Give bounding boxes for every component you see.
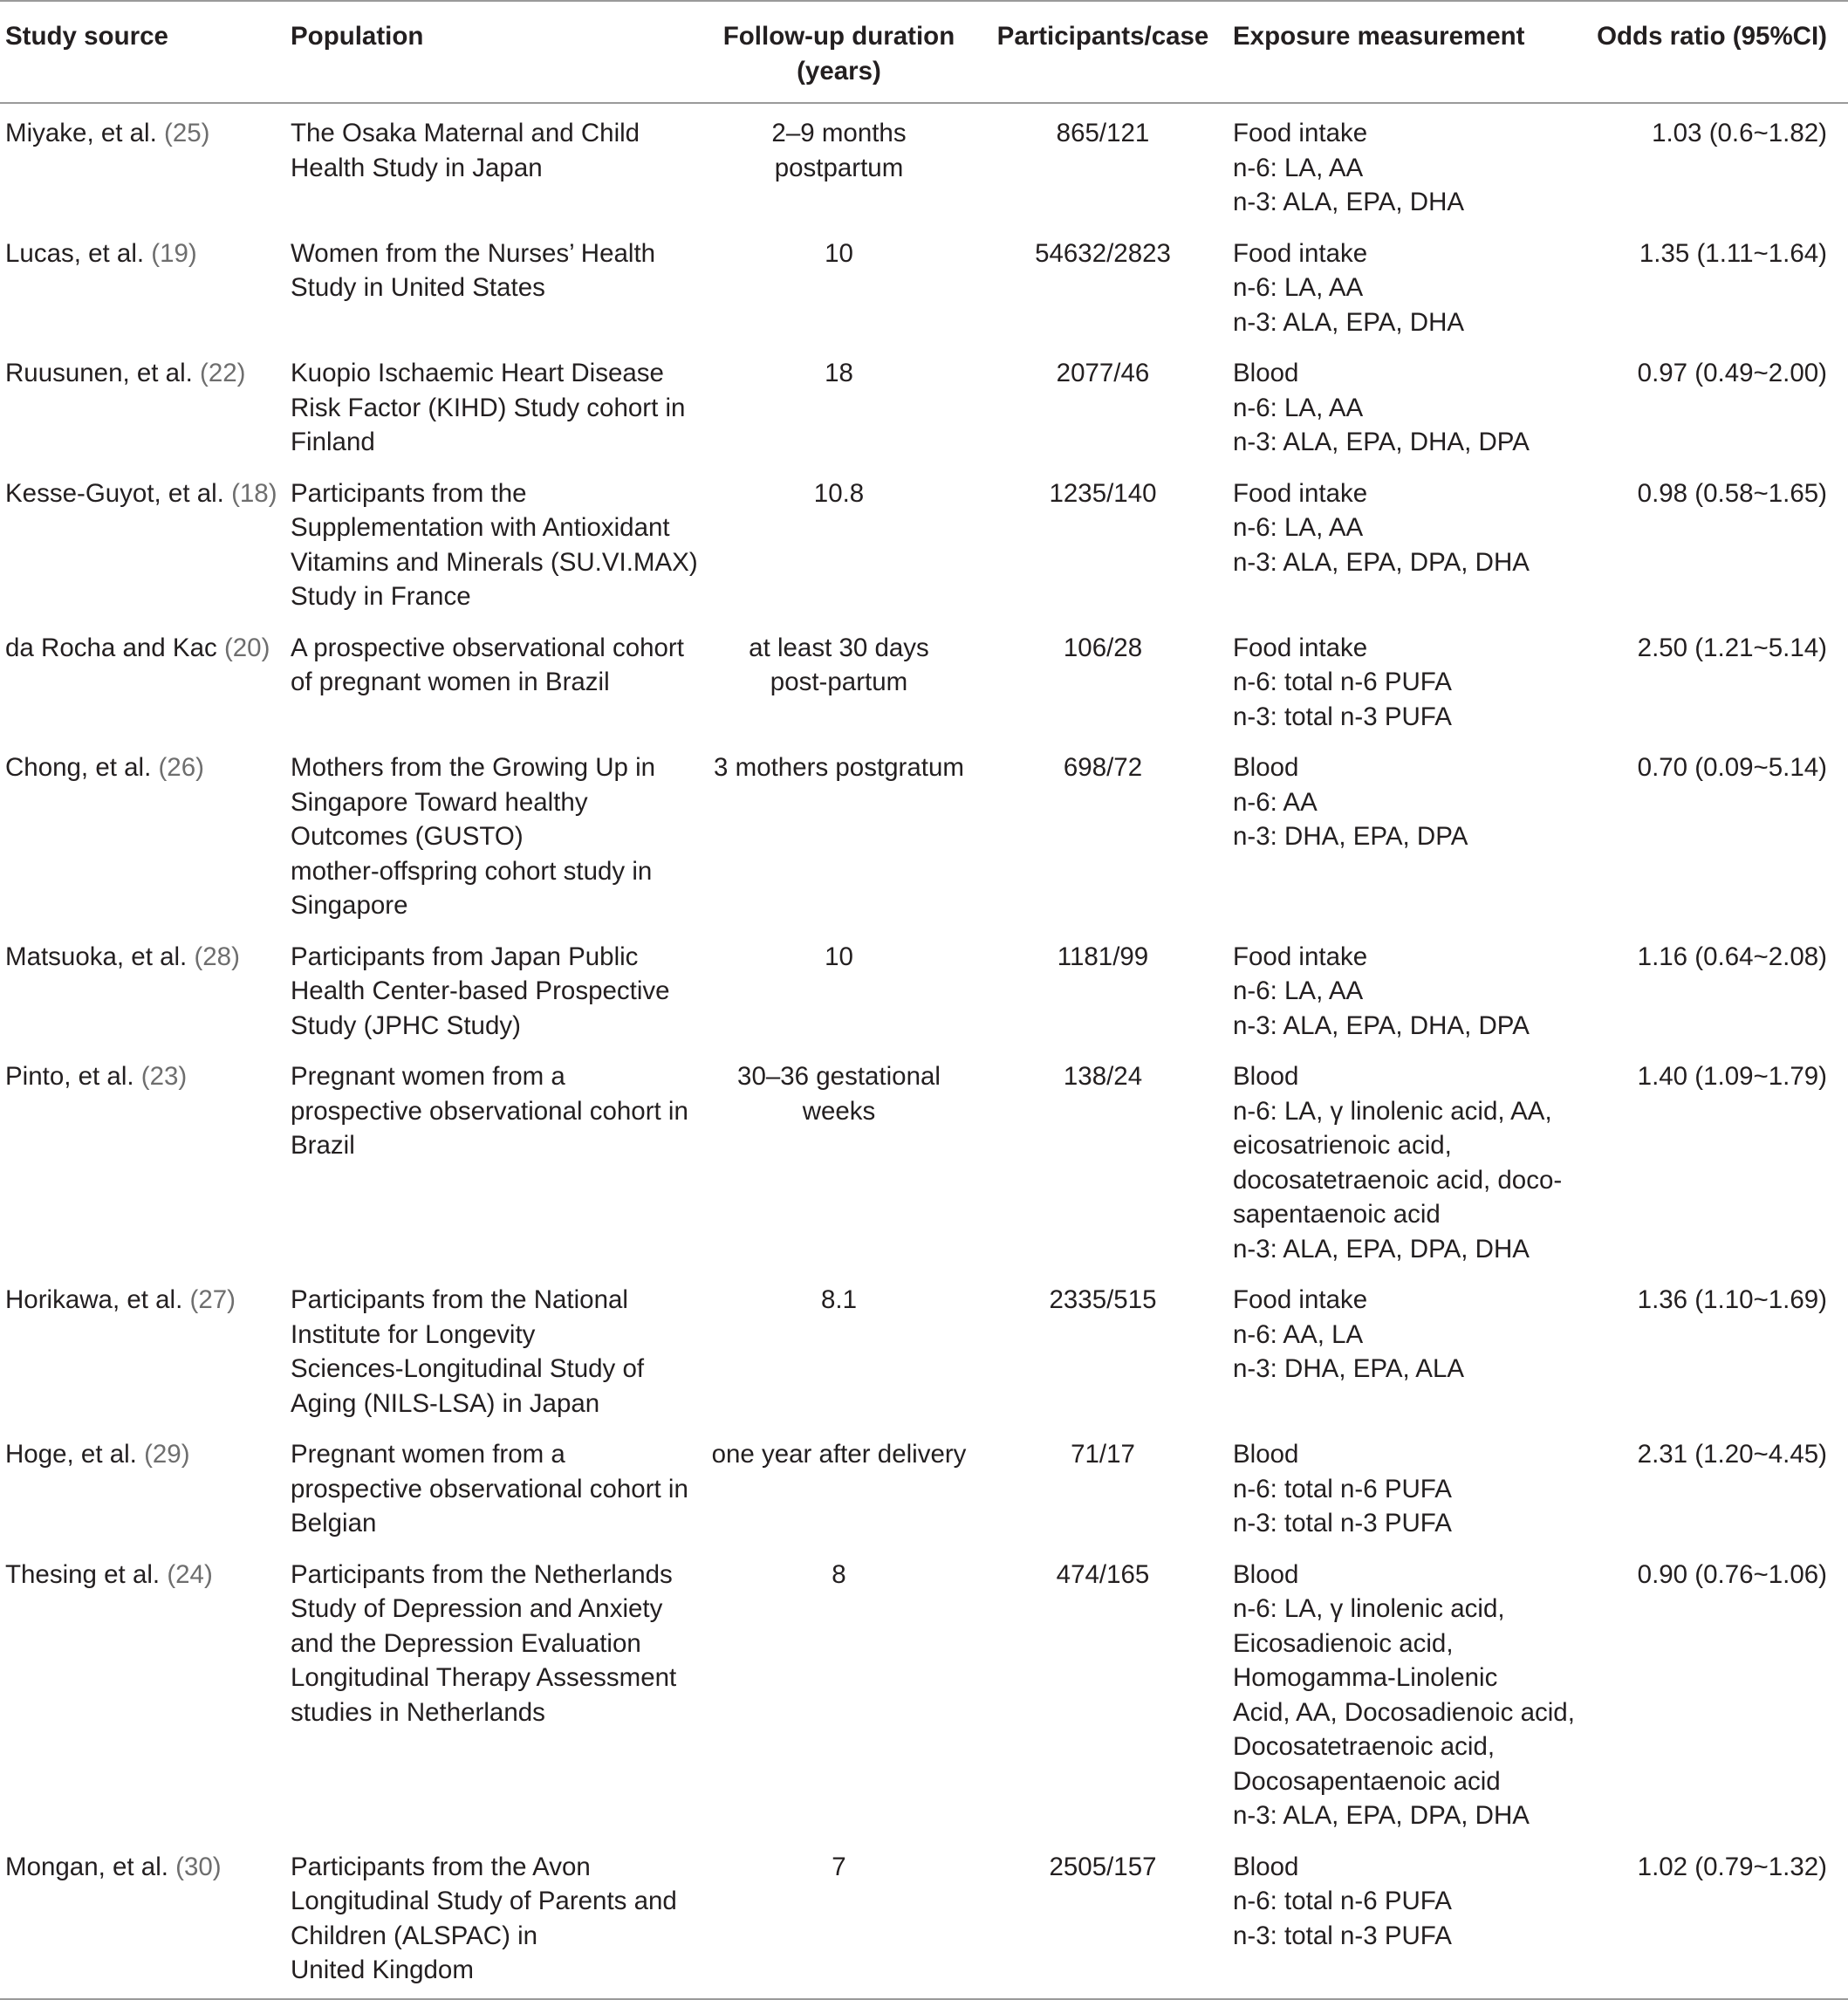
population-line: Sciences-Longitudinal Study of	[291, 1354, 645, 1383]
study-author: Chong, et al.	[5, 753, 152, 782]
cell-odds-ratio: 0.98 (0.58~1.65)	[1637, 478, 1827, 508]
table-row	[0, 1047, 1848, 1271]
cell-study-source	[0, 619, 291, 739]
follow-up-line: 2–9 months	[771, 119, 907, 147]
cell-population	[291, 103, 705, 224]
follow-up-line: 10.8	[813, 478, 865, 508]
cell-participants: 1235/140	[1049, 478, 1157, 508]
cell-participants: 2335/515	[1049, 1285, 1157, 1314]
population-line: Participants from the Avon	[291, 1852, 591, 1881]
exposure-line: Blood	[1233, 1852, 1299, 1881]
cell-exposure	[1233, 1838, 1570, 1999]
cell-odds-ratio: 1.02 (0.79~1.32)	[1570, 1838, 1848, 1999]
population-line: Women from the Nurses’ Health	[291, 238, 656, 268]
study-reference: (24)	[167, 1559, 213, 1589]
cell-odds-ratio: 2.31 (1.20~4.45)	[1637, 1440, 1827, 1469]
cell-odds-ratio: 1.16 (0.64~2.08)	[1637, 942, 1827, 971]
follow-up-line: 10	[825, 942, 853, 971]
cell-follow-up	[705, 224, 973, 345]
cell-population	[291, 1838, 705, 1999]
cell-participants: 71/17	[1071, 1440, 1135, 1469]
exposure-line: n-3: ALA, EPA, DHA, DPA	[1233, 1010, 1530, 1040]
cell-population	[291, 224, 705, 345]
population-line: Children (ALSPAC) in	[291, 1921, 538, 1950]
exposure-line: n-6: AA	[1233, 787, 1318, 817]
cell-odds-ratio: 1.40 (1.09~1.79)	[1637, 1062, 1827, 1091]
population-line: Study in France	[291, 582, 471, 611]
follow-up-line: 8.1	[820, 1285, 857, 1314]
exposure-line: Food intake	[1233, 238, 1368, 268]
exposure-line: Food intake	[1233, 119, 1368, 147]
study-author: Hoge, et al.	[5, 1440, 137, 1469]
population-line: Study in United States	[291, 273, 545, 302]
study-reference: (20)	[223, 633, 270, 662]
cell-odds-ratio: 0.97 (0.49~2.00)	[1637, 359, 1827, 387]
exposure-line: n-3: ALA, EPA, DPA, DHA	[1233, 1234, 1530, 1264]
cell-exposure	[1233, 1047, 1570, 1271]
study-author: Kesse-Guyot, et al.	[5, 478, 224, 508]
exposure-line: n-3: ALA, EPA, DPA, DHA	[1233, 547, 1530, 577]
header-follow-up	[705, 1, 973, 103]
cell-study-source	[0, 1545, 291, 1838]
cell-follow-up	[705, 464, 973, 619]
population-line: Outcomes (GUSTO)	[291, 822, 524, 851]
cell-participants: 2077/46	[1056, 359, 1150, 387]
exposure-line: Food intake	[1233, 478, 1368, 508]
population-line: Aging (NILS-LSA) in Japan	[291, 1388, 600, 1418]
exposure-line: n-6: LA, AA	[1233, 153, 1364, 182]
population-line: Participants from Japan Public	[291, 942, 639, 971]
cell-exposure	[1233, 1271, 1570, 1425]
cell-odds-ratio: 1.36 (1.10~1.69)	[1637, 1285, 1827, 1314]
exposure-line: Docosapentaenoic acid	[1233, 1766, 1501, 1796]
cell-odds-ratio: 1.35 (1.11~1.64)	[1639, 238, 1827, 268]
cell-follow-up	[705, 928, 973, 1048]
cell-exposure	[1233, 928, 1570, 1048]
exposure-line: n-3: ALA, EPA, DHA	[1233, 307, 1465, 337]
cell-follow-up	[705, 1838, 973, 1999]
exposure-line: n-6: AA, LA	[1233, 1319, 1364, 1349]
cell-study-source	[0, 1838, 291, 1999]
follow-up-line: 10	[825, 238, 853, 268]
exposure-line: Food intake	[1233, 942, 1368, 971]
exposure-line: Blood	[1233, 1440, 1299, 1469]
cell-follow-up	[705, 738, 973, 928]
exposure-line: Acid, AA, Docosadienoic acid,	[1233, 1697, 1575, 1727]
cell-study-source	[0, 1425, 291, 1545]
study-author: Lucas, et al.	[5, 238, 145, 268]
header-study-source: Study source	[0, 1, 291, 103]
follow-up-line: at least 30 days	[749, 633, 929, 662]
population-line: Finland	[291, 428, 375, 456]
study-author: da Rocha and Kac	[5, 633, 217, 662]
cell-odds-ratio: 0.90 (0.76~1.06)	[1637, 1559, 1827, 1589]
follow-up-line: 8	[832, 1559, 846, 1589]
study-reference: (27)	[189, 1285, 236, 1314]
population-line: Pregnant women from a	[291, 1062, 565, 1091]
header-row	[0, 1, 1848, 103]
exposure-line: n-3: total n-3 PUFA	[1233, 1509, 1452, 1538]
exposure-line: n-6: LA, γ linolenic acid, AA,	[1233, 1096, 1552, 1126]
cell-exposure	[1233, 738, 1570, 928]
cell-population	[291, 344, 705, 464]
cell-population	[291, 1425, 705, 1545]
cell-population	[291, 1545, 705, 1838]
table-body	[0, 103, 1848, 1999]
cell-follow-up	[705, 1271, 973, 1425]
cell-participants: 54632/2823	[1035, 238, 1171, 268]
study-author: Horikawa, et al.	[5, 1285, 183, 1314]
population-line: Longitudinal Study of Parents and	[291, 1887, 677, 1915]
cell-exposure	[1233, 1425, 1570, 1545]
exposure-line: docosatetraenoic acid, doco-	[1233, 1165, 1563, 1195]
cell-study-source	[0, 464, 291, 619]
population-line: Pregnant women from a	[291, 1440, 565, 1469]
study-reference: (29)	[144, 1440, 190, 1469]
cell-follow-up	[705, 619, 973, 739]
population-line: Institute for Longevity	[291, 1319, 536, 1349]
population-line: A prospective observational cohort	[291, 633, 684, 662]
exposure-line: n-6: total n-6 PUFA	[1233, 1887, 1452, 1915]
cell-study-source	[0, 103, 291, 224]
header-exposure: Exposure measurement	[1233, 1, 1570, 103]
cell-odds-ratio: 2.50 (1.21~5.14)	[1637, 633, 1827, 662]
exposure-line: n-3: DHA, EPA, DPA	[1233, 822, 1468, 851]
header-follow-up-line: Follow-up duration	[722, 22, 955, 51]
exposure-line: n-6: LA, AA	[1233, 513, 1364, 542]
cell-follow-up	[705, 1047, 973, 1271]
cell-population	[291, 1271, 705, 1425]
table-row	[0, 464, 1848, 619]
table-row	[0, 224, 1848, 345]
exposure-line: eicosatrienoic acid,	[1233, 1131, 1452, 1160]
follow-up-line: 7	[832, 1852, 846, 1881]
table-row	[0, 1838, 1848, 1999]
follow-up-line: postpartum	[774, 153, 904, 182]
exposure-line: Homogamma-Linolenic	[1233, 1663, 1498, 1692]
cell-study-source	[0, 224, 291, 345]
exposure-line: n-3: total n-3 PUFA	[1233, 702, 1452, 731]
exposure-line: sapentaenoic acid	[1233, 1200, 1441, 1229]
population-line: The Osaka Maternal and Child	[291, 119, 640, 147]
study-author: Ruusunen, et al.	[5, 359, 193, 387]
cell-participants: 2505/157	[973, 1838, 1233, 1999]
follow-up-line: weeks	[802, 1096, 876, 1126]
study-reference: (28)	[194, 942, 240, 971]
study-reference: (25)	[164, 119, 210, 147]
header-odds-ratio: Odds ratio (95%CI)	[1570, 1, 1848, 103]
table-row	[0, 738, 1848, 928]
cell-follow-up	[705, 1545, 973, 1838]
population-line: Vitamins and Minerals (SU.VI.MAX)	[291, 547, 698, 577]
exposure-line: Food intake	[1233, 633, 1368, 662]
cell-study-source	[0, 1271, 291, 1425]
study-reference: (22)	[200, 359, 246, 387]
population-line: Health Center-based Prospective	[291, 976, 670, 1005]
exposure-line: n-3: total n-3 PUFA	[1233, 1921, 1452, 1950]
population-line: mother-offspring cohort study in	[291, 856, 653, 886]
study-author: Matsuoka, et al.	[5, 942, 188, 971]
cell-population	[291, 619, 705, 739]
study-reference: (19)	[151, 238, 197, 268]
population-line: studies in Netherlands	[291, 1697, 545, 1727]
table-row	[0, 619, 1848, 739]
header-population: Population	[291, 1, 705, 103]
cell-participants: 1181/99	[1057, 942, 1149, 971]
study-author: Mongan, et al.	[5, 1852, 168, 1881]
population-line: Health Study in Japan	[291, 153, 543, 182]
population-line: prospective observational cohort in	[291, 1474, 688, 1503]
follow-up-line: post-partum	[770, 668, 908, 696]
exposure-line: n-6: LA, AA	[1233, 393, 1364, 422]
exposure-line: Blood	[1233, 1062, 1299, 1091]
cell-study-source	[0, 344, 291, 464]
cell-population	[291, 738, 705, 928]
population-line: Study of Depression and Anxiety	[291, 1594, 663, 1623]
cell-follow-up	[705, 344, 973, 464]
exposure-line: n-3: ALA, EPA, DHA, DPA	[1233, 428, 1530, 456]
cell-population	[291, 464, 705, 619]
table-row	[0, 344, 1848, 464]
population-line: Mothers from the Growing Up in	[291, 753, 656, 782]
population-line: Longitudinal Therapy Assessment	[291, 1663, 677, 1692]
study-reference: (26)	[158, 753, 204, 782]
exposure-line: Blood	[1233, 753, 1299, 782]
exposure-line: n-6: total n-6 PUFA	[1233, 1474, 1452, 1503]
population-line: Risk Factor (KIHD) Study cohort in	[291, 393, 686, 422]
exposure-line: n-6: LA, AA	[1233, 976, 1364, 1005]
cell-study-source	[0, 738, 291, 928]
follow-up-line: 30–36 gestational	[737, 1062, 941, 1091]
study-reference: (23)	[140, 1062, 188, 1091]
population-line: Study (JPHC Study)	[291, 1010, 521, 1040]
study-author: Pinto, et al.	[5, 1062, 134, 1091]
follow-up-line: 3 mothers postgratum	[714, 753, 964, 782]
exposure-line: n-3: ALA, EPA, DPA, DHA	[1233, 1801, 1530, 1830]
study-reference: (30)	[175, 1852, 222, 1881]
population-line: Participants from the	[291, 478, 527, 508]
exposure-line: Blood	[1233, 359, 1299, 387]
cell-odds-ratio: 0.70 (0.09~5.14)	[1637, 753, 1827, 782]
table-row	[0, 1271, 1848, 1425]
cell-participants: 865/121	[1056, 119, 1150, 147]
table-row	[0, 928, 1848, 1048]
population-line: of pregnant women in Brazil	[291, 668, 610, 696]
population-line: Brazil	[291, 1131, 355, 1160]
table-row	[0, 1545, 1848, 1838]
exposure-line: n-6: LA, γ linolenic acid,	[1233, 1594, 1505, 1623]
cell-population	[291, 1047, 705, 1271]
cell-participants: 698/72	[1063, 753, 1143, 782]
population-line: Supplementation with Antioxidant	[291, 513, 670, 542]
cell-participants: 138/24	[1063, 1062, 1143, 1091]
population-line: Singapore	[291, 891, 408, 920]
cell-exposure	[1233, 224, 1570, 345]
exposure-line: n-6: total n-6 PUFA	[1233, 668, 1452, 696]
exposure-line: Food intake	[1233, 1285, 1368, 1314]
exposure-line: n-3: DHA, EPA, ALA	[1233, 1354, 1465, 1383]
cell-population	[291, 928, 705, 1048]
cell-study-source	[0, 928, 291, 1048]
population-line: prospective observational cohort in	[291, 1096, 688, 1126]
table-row	[0, 103, 1848, 224]
cell-exposure	[1233, 464, 1570, 619]
follow-up-line: one year after delivery	[711, 1440, 967, 1469]
cell-follow-up	[705, 1425, 973, 1545]
population-line: Singapore Toward healthy	[291, 787, 588, 817]
exposure-line: n-6: LA, AA	[1233, 273, 1364, 302]
cell-study-source	[0, 1047, 291, 1271]
follow-up-line: 18	[825, 359, 853, 387]
population-line: Belgian	[291, 1509, 377, 1538]
cell-exposure	[1233, 619, 1570, 739]
study-reference: (18)	[231, 478, 277, 508]
cell-participants: 106/28	[1063, 633, 1143, 662]
population-line: Participants from the National	[291, 1285, 628, 1314]
population-line: Participants from the Netherlands	[291, 1559, 673, 1589]
header-follow-up-line: (years)	[797, 57, 881, 86]
population-line: and the Depression Evaluation	[291, 1628, 641, 1658]
exposure-line: Docosatetraenoic acid,	[1233, 1732, 1496, 1761]
exposure-line: n-3: ALA, EPA, DHA	[1233, 188, 1465, 216]
exposure-line: Eicosadienoic acid,	[1233, 1628, 1454, 1658]
cell-follow-up	[705, 103, 973, 224]
cell-exposure	[1233, 103, 1570, 224]
study-author: Miyake, et al.	[5, 119, 157, 147]
cell-exposure	[1233, 344, 1570, 464]
cell-odds-ratio: 1.03 (0.6~1.82)	[1652, 119, 1827, 147]
study-author: Thesing et al.	[5, 1559, 161, 1589]
exposure-line: Blood	[1233, 1559, 1299, 1589]
population-line: United Kingdom	[291, 1955, 474, 1984]
cell-participants: 474/165	[1056, 1559, 1150, 1589]
population-line: Kuopio Ischaemic Heart Disease	[291, 359, 664, 387]
table-header	[0, 1, 1848, 103]
table-row	[0, 1425, 1848, 1545]
header-participants: Participants/case	[973, 1, 1233, 103]
cell-exposure	[1233, 1545, 1575, 1838]
